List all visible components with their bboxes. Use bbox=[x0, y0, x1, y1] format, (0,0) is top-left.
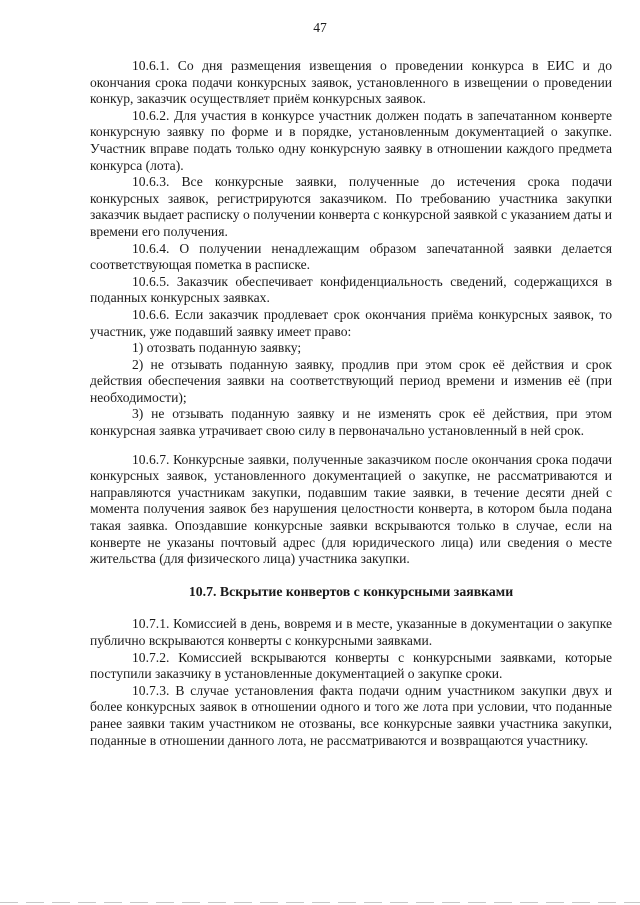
list-item-2: 2) не отзывать поданную заявку, продлив при этом срок её действия и срок действия обеспечения заявки на соответствующий период времени и изменив её (при необходимости); bbox=[90, 356, 612, 405]
paragraph-10-6-5: 10.6.5. Заказчик обеспечивает конфиденциальность сведений, содержащихся в поданных конкурсных заявках. bbox=[90, 273, 612, 306]
paragraph-10-6-4: 10.6.4. О получении ненадлежащим образом запечатанной заявки делается соответствующая пометка в расписке. bbox=[90, 240, 612, 273]
paragraph-10-6-7: 10.6.7. Конкурсные заявки, полученные заказчиком после окончания срока подачи конкурсных заявок, установленного документацией о закупке, не рассматриваются и направляются участникам закупки, подавшим такие заявки, в течение десяти дней с момента получения заявок без нарушения целостности конверта, в котором была подана такая заявка. Опоздавшие конкурсные заявки вскрываются только в случае, если на конверте не указаны почтовый адрес (для юридического лица) или сведения о месте жительства (для физического лица) участника закупки. bbox=[90, 451, 612, 567]
paragraph-10-6-1: 10.6.1. Со дня размещения извещения о проведении конкурса в ЕИС и до окончания срока подачи конкурсных заявок, установленного в извещении о проведении конкур, заказчик осуществляет приём конкурсных заявок. bbox=[90, 58, 612, 107]
paragraph-10-7-1: 10.7.1. Комиссией в день, вовремя и в месте, указанные в документации о закупке публично вскрываются конверты с конкурсными заявками. bbox=[90, 616, 612, 648]
section-heading: 10.7. Вскрытие конвертов с конкурсными заявками bbox=[188, 583, 514, 599]
list-item-1: 1) отозвать поданную заявку; bbox=[132, 340, 302, 356]
paragraph-10-6-6: 10.6.6. Если заказчик продлевает срок окончания приёма конкурсных заявок, то участник, уже подавший заявку имеет право: bbox=[90, 306, 612, 339]
paragraph-10-7-3: 10.7.3. В случае установления факта подачи одним участником закупки двух и более конкурсных заявок в отношении одного и того же лота при условии, что поданные ранее заявки таким участником не отозваны, все конкурсные заявки участника закупки, поданные в отношении данного лота, не рассматриваются и возвращаются участнику. bbox=[90, 682, 612, 748]
paragraph-10-7-2: 10.7.2. Комиссией вскрываются конверты с конкурсными заявками, которые поступили заказчику в установленные документацией о закупке сроки. bbox=[90, 649, 612, 682]
paragraph-10-6-3: 10.6.3. Все конкурсные заявки, полученные до истечения срока подачи конкурсных заявок, регистрируются заказчиком. По требованию участника закупки заказчик выдает расписку о получении конверта с конкурсной заявкой с указанием даты и времени его получения. bbox=[90, 174, 612, 239]
document-body bbox=[90, 58, 612, 749]
paragraph-10-6-2: 10.6.2. Для участия в конкурсе участник должен подать в запечатанном конверте конкурсную заявку по форме и в порядке, установленным документацией о закупке. Участник вправе подать только одну конкурсную заявку в отношении каждого предмета конкурса (лота). bbox=[90, 107, 612, 173]
list-item-3: 3) не отзывать поданную заявку и не изменять срок её действия, при этом конкурсная заявка утрачивает свою силу в первоначально установленный в ней срок. bbox=[90, 406, 612, 439]
scan-artifact-line bbox=[0, 902, 640, 903]
page-number: 47 bbox=[313, 20, 327, 35]
